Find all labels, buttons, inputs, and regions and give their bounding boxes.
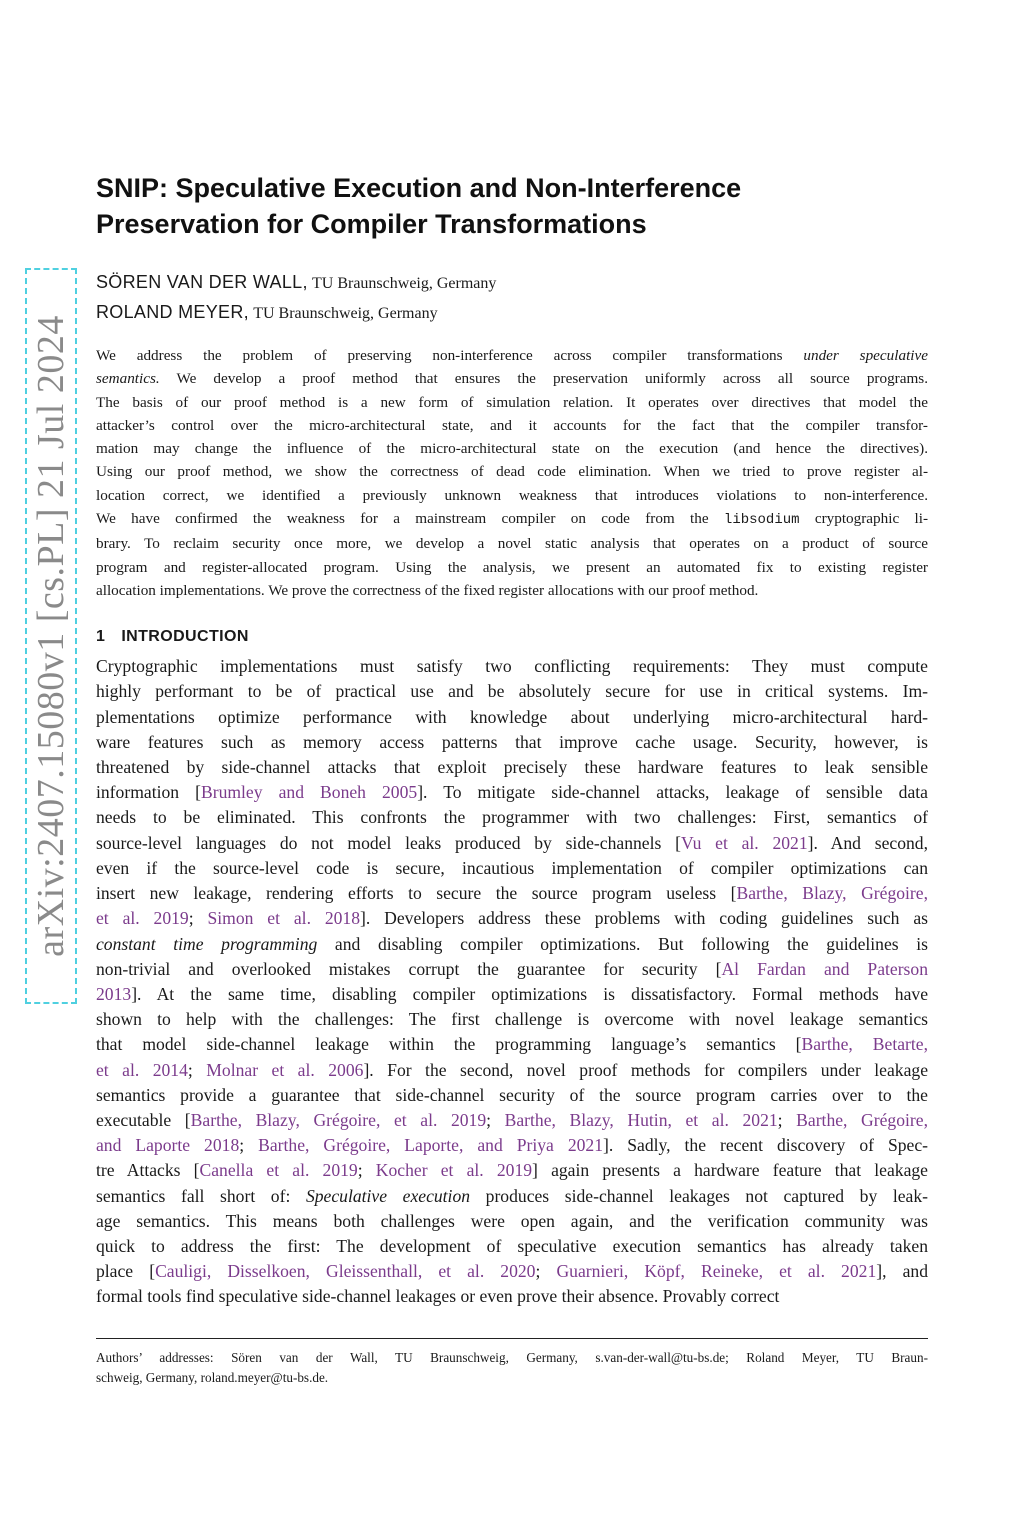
body-line: quick to address the first: The development of speculative execution semantics has already taken — [96, 1235, 928, 1256]
citation-link[interactable]: and Laporte 2018 — [96, 1135, 240, 1156]
section-number: 1 — [96, 628, 106, 646]
citation-link[interactable]: Barthe, Blazy, Hutin, et al. 2021 — [504, 1109, 778, 1130]
body-line: non-trivial and overlooked mistakes corrupt the guarantee for security [Al Fardan and Paterson — [96, 958, 929, 979]
title-line: SNIP: Speculative Execution and Non-Interference — [96, 173, 742, 203]
arxiv-identifier: arXiv:2407.15080v1 [cs.PL] 21 Jul 2024 — [30, 315, 72, 957]
author-entry — [96, 268, 928, 298]
abstract-line: location correct, we identified a previously unknown weakness that introduces violations to non-interference. — [96, 486, 928, 504]
author-name: SÖREN VAN DER WALL, — [96, 272, 308, 292]
citation-link[interactable]: Barthe, Grégoire, Laporte, and Priya 2021 — [258, 1135, 604, 1156]
emphasis-text: under speculative — [803, 347, 928, 364]
abstract — [96, 344, 928, 602]
body-line: 2013]. At the same time, disabling compiler optimizations is dissatisfactory. Formal methods have — [96, 983, 928, 1004]
citation-link[interactable]: Barthe, Grégoire, — [796, 1109, 928, 1130]
abstract-line: brary. To reclaim security once more, we develop a novel static analysis that operates on a product of source — [96, 535, 928, 553]
arxiv-watermark[interactable] — [25, 268, 77, 1004]
footnote — [96, 1348, 928, 1388]
citation-link[interactable]: 2013 — [96, 983, 132, 1004]
paper-title — [96, 170, 928, 242]
body-line: formal tools find speculative side-channel leakages or even prove their absence. Provably correct — [96, 1286, 780, 1307]
abstract-line: We have confirmed the weakness for a mainstream compiler on code from the libsodium cryptographic li- — [96, 510, 928, 529]
body-line: Cryptographic implementations must satisfy two conflicting requirements: They must compute — [96, 656, 928, 677]
section-heading — [96, 628, 928, 646]
title-line: Preservation for Compiler Transformations — [96, 209, 647, 239]
citation-link[interactable]: Simon et al. 2018 — [207, 908, 361, 929]
introduction-text — [96, 654, 928, 1309]
citation-link[interactable]: Vu et al. 2021 — [680, 832, 808, 853]
abstract-line: program and register-allocated program. Using the analysis, we present an automated fix to existing register — [96, 558, 928, 576]
code-text: libsodium — [723, 512, 800, 529]
body-line: information [Brumley and Boneh 2005]. To mitigate side-channel attacks, leakage of sensible data — [96, 782, 928, 803]
abstract-line: Using our proof method, we show the correctness of dead code elimination. When we tried to prove register al- — [96, 463, 928, 481]
citation-link[interactable]: Barthe, Blazy, Grégoire, — [736, 883, 928, 904]
citation-link[interactable]: Kocher et al. 2019 — [375, 1160, 533, 1181]
citation-link[interactable]: Cauligi, Disselkoen, Gleissenthall, et al. 2020 — [155, 1261, 536, 1282]
abstract-line: We address the problem of preserving non-interference across compiler transformations under speculative — [96, 347, 928, 364]
body-line: executable [Barthe, Blazy, Grégoire, et al. 2019; Barthe, Blazy, Hutin, et al. 2021; Barthe, Grégoire, — [96, 1109, 928, 1130]
citation-link[interactable]: Guarnieri, Köpf, Reineke, et al. 2021 — [556, 1261, 877, 1282]
citation-link[interactable]: Al Fardan and Paterson — [721, 958, 929, 979]
citation-link[interactable]: Brumley and Boneh 2005 — [200, 782, 418, 803]
author-affiliation: TU Braunschweig, Germany — [312, 275, 497, 292]
section-title: INTRODUCTION — [121, 628, 249, 646]
author-entry — [96, 298, 928, 328]
emphasis-text: semantics. — [96, 370, 160, 388]
body-line: shown to help with the challenges: The first challenge is overcome with novel leakage semantics — [96, 1009, 928, 1030]
body-line: age semantics. This means both challenges were open again, and the verification community was — [96, 1210, 928, 1231]
abstract-line: semantics. We develop a proof method that ensures the preservation uniformly across all source programs. — [96, 370, 928, 388]
body-line: highly performant to be of practical use and be absolutely secure for use in critical systems. Im- — [96, 681, 928, 702]
author-name: ROLAND MEYER, — [96, 302, 249, 322]
body-line: semantics fall short of: Speculative execution produces side-channel leakages not captured by leak- — [96, 1185, 929, 1206]
body-line: that model side-channel leakage within the programming language’s semantics [Barthe, Betarte, — [96, 1034, 928, 1055]
body-line: even if the source-level code is secure, incautious implementation of compiler optimizations can — [96, 857, 928, 878]
abstract-line: attacker’s control over the micro-architectural state, and it accounts for the fact that the compiler transfor- — [96, 416, 928, 434]
body-line: place [Cauligi, Disselkoen, Gleissenthall, et al. 2020; Guarnieri, Köpf, Reineke, et al. 2021], and — [96, 1261, 928, 1282]
body-line: threatened by side-channel attacks that exploit precisely these hardware features to leak sensible — [96, 757, 928, 778]
citation-link[interactable]: et al. 2014 — [96, 1059, 188, 1080]
citation-link[interactable]: Molnar et al. 2006 — [206, 1059, 364, 1080]
abstract-line: mation may change the influence of the micro-architectural state on the execution (and hence the directives). — [96, 440, 928, 458]
paper-content — [96, 170, 928, 1310]
body-line: insert new leakage, rendering efforts to secure the source program useless [Barthe, Blazy, Grégoire, — [96, 883, 928, 904]
citation-link[interactable]: et al. 2019 — [96, 908, 189, 929]
footnote-line: schweig, Germany, roland.meyer@tu-bs.de. — [96, 1370, 329, 1385]
citation-link[interactable]: Canella et al. 2019 — [199, 1160, 358, 1181]
body-line: plementations optimize performance with knowledge about underlying micro-architectural hard- — [96, 706, 928, 727]
body-line: ware features such as memory access patterns that improve cache usage. Security, however, is — [96, 731, 928, 752]
body-line: tre Attacks [Canella et al. 2019; Kocher et al. 2019] again presents a hardware feature that leakage — [96, 1160, 928, 1181]
emphasis-text: Speculative execution — [305, 1185, 471, 1206]
author-affiliation: TU Braunschweig, Germany — [253, 305, 438, 322]
author-list — [96, 268, 928, 328]
body-line: and Laporte 2018; Barthe, Grégoire, Laporte, and Priya 2021]. Sadly, the recent discovery of Spec- — [96, 1135, 929, 1156]
footnote-line: Authors’ addresses: Sören van der Wall, TU Braunschweig, Germany, s.van-der-wall@tu-bs.de; Roland Meyer, TU Braun- — [96, 1350, 928, 1365]
body-line: constant time programming and disabling compiler optimizations. But following the guidelines is — [96, 933, 928, 954]
abstract-line: allocation implementations. We prove the correctness of the fixed register allocations with our proof method. — [96, 581, 759, 599]
citation-link[interactable]: Barthe, Blazy, Grégoire, et al. 2019 — [190, 1109, 487, 1130]
body-line: et al. 2019; Simon et al. 2018]. Developers address these problems with coding guidelines such as — [96, 908, 928, 929]
emphasis-text: constant time programming — [96, 933, 318, 954]
body-line: semantics provide a guarantee that side-channel security of the source program carries over to the — [96, 1084, 928, 1105]
body-line: et al. 2014; Molnar et al. 2006]. For the second, novel proof methods for compilers under leakage — [96, 1059, 928, 1080]
abstract-line: The basis of our proof method is a new form of simulation relation. It operates over directives that model the — [96, 393, 928, 411]
citation-link[interactable]: Barthe, Betarte, — [801, 1034, 928, 1055]
body-line: source-level languages do not model leaks produced by side-channels [Vu et al. 2021]. And second, — [96, 832, 928, 853]
body-line: needs to be eliminated. This confronts the programmer with two challenges: First, semantics of — [96, 807, 928, 828]
footnote-divider — [96, 1338, 928, 1339]
